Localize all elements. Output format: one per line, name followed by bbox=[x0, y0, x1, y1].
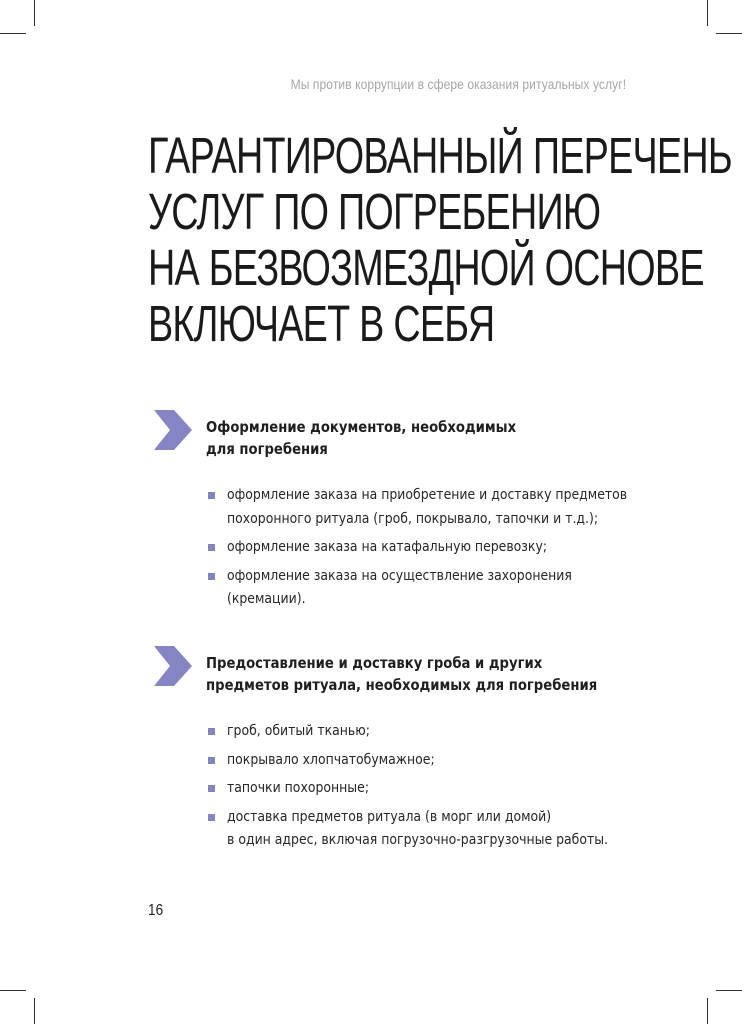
chevron-right-icon bbox=[152, 646, 192, 686]
list-item bbox=[206, 720, 670, 744]
list-item-text: похоронного ритуала (гроб, покрывало, тапочки и т.д.); bbox=[227, 510, 599, 527]
section-heading bbox=[206, 652, 597, 696]
crop-mark bbox=[34, 998, 35, 1024]
chevron-right-icon bbox=[152, 410, 192, 450]
section-heading-line: Предоставление и доставку гроба и других bbox=[206, 654, 543, 672]
list-item-text: гроб, обитый тканью; bbox=[227, 723, 370, 739]
list-item bbox=[206, 565, 692, 612]
list-item bbox=[206, 484, 692, 531]
list-item-text: покрывало хлопчатобумажное; bbox=[227, 751, 435, 768]
title-line: УСЛУГ ПО ПОГРЕБЕНИЮ bbox=[148, 183, 601, 240]
title-line: ВКЛЮЧАЕТ В СЕБЯ bbox=[148, 295, 495, 352]
crop-mark bbox=[716, 990, 742, 991]
crop-mark bbox=[0, 33, 26, 34]
section-heading-line: предметов ритуала, необходимых для погребения bbox=[206, 676, 598, 694]
section-heading-line: Оформление документов, необходимых bbox=[206, 418, 517, 436]
crop-mark bbox=[707, 0, 708, 26]
section-heading-line: для погребения bbox=[206, 440, 328, 458]
section-heading bbox=[206, 416, 516, 460]
title-line: НА БЕЗВОЗМЕЗДНОЙ ОСНОВЕ bbox=[148, 239, 704, 296]
list-item-text: в один адрес, включая погрузочно-разгрузочные работы. bbox=[227, 832, 609, 848]
crop-mark bbox=[707, 998, 708, 1024]
crop-mark bbox=[716, 33, 742, 34]
list-item bbox=[206, 777, 670, 801]
crop-mark bbox=[0, 990, 26, 991]
running-header: Мы против коррупции в сфере оказания ритуальных услуг! bbox=[290, 76, 626, 92]
title-line: ГАРАНТИРОВАННЫЙ ПЕРЕЧЕНЬ bbox=[148, 127, 732, 184]
list-item-text: (кремации). bbox=[227, 591, 306, 607]
list-item-text: оформление заказа на осуществление захоронения bbox=[227, 567, 572, 584]
list-item-text: оформление заказа на катафальную перевозку; bbox=[227, 539, 548, 555]
page-number: 16 bbox=[148, 902, 164, 919]
list-item bbox=[206, 536, 692, 560]
page-title bbox=[148, 128, 732, 352]
bullet-list bbox=[206, 720, 670, 858]
crop-mark bbox=[34, 0, 35, 26]
list-item-text: тапочки похоронные; bbox=[227, 780, 370, 796]
list-item bbox=[206, 749, 670, 773]
bullet-list bbox=[206, 484, 692, 617]
list-item-text: оформление заказа на приобретение и доставку предметов bbox=[227, 487, 628, 503]
list-item-text: доставка предметов ритуала (в морг или домой) bbox=[227, 808, 552, 825]
list-item bbox=[206, 806, 670, 853]
